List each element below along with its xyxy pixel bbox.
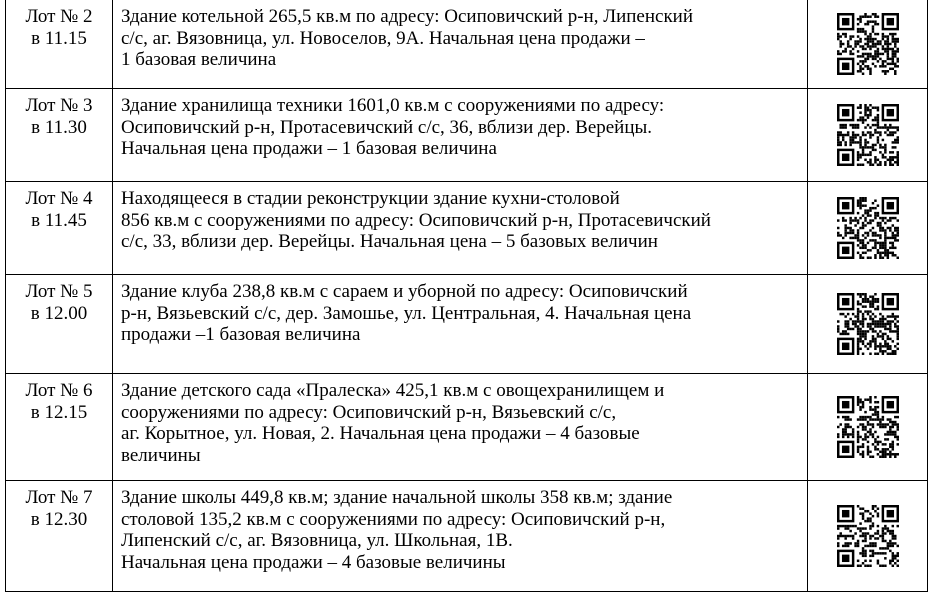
lot-description-cell <box>113 374 808 481</box>
lot-number-cell <box>6 0 113 89</box>
lot-time: в 11.30 <box>31 116 87 138</box>
qr-cell <box>808 89 928 182</box>
lot-description-cell <box>113 0 808 89</box>
lot-description-line: с/с, аг. Вязовница, ул. Новоселов, 9А. Начальная цена продажи – <box>121 27 645 49</box>
lot-number-cell <box>6 374 113 481</box>
qr-code-icon[interactable] <box>837 293 899 355</box>
lot-description-cell <box>113 89 808 182</box>
lot-description-line: Здание клуба 238,8 кв.м с сараем и уборной по адресу: Осиповичский <box>121 281 688 302</box>
lot-description-line: Находящееся в стадии реконструкции здание кухни-столовой <box>121 188 620 209</box>
lot-description-line: Осиповичский р-н, Протасевичский с/с, 36, вблизи дер. Верейцы. <box>121 116 653 138</box>
lot-time: в 12.30 <box>30 508 88 530</box>
lot-description-line: продажи –1 базовая величина <box>121 324 361 345</box>
lot-time: в 12.00 <box>30 302 88 324</box>
lot-number: Лот № 2 <box>25 6 93 27</box>
lot-number: Лот № 7 <box>25 487 93 508</box>
lot-description-line: величины <box>121 444 201 466</box>
lots-table-body <box>6 0 928 592</box>
lot-description-line: Здание детского сада «Пралеска» 425,1 кв.м с овощехранилищем и <box>121 380 665 401</box>
lot-number-cell <box>6 481 113 592</box>
lot-description-cell <box>113 182 808 275</box>
qr-cell <box>808 182 928 275</box>
lot-number: Лот № 4 <box>25 188 93 209</box>
qr-code-icon[interactable] <box>837 104 899 166</box>
qr-code-icon[interactable] <box>837 197 899 259</box>
lot-time: в 11.15 <box>31 27 87 49</box>
lot-row <box>6 89 928 182</box>
lot-row <box>6 182 928 275</box>
lot-number: Лот № 6 <box>25 380 93 401</box>
qr-cell <box>808 481 928 592</box>
qr-code-icon[interactable] <box>837 396 899 458</box>
lot-row <box>6 275 928 374</box>
lot-description-line: сооружениями по адресу: Осиповичский р-н, Вязьевский с/с, <box>121 401 617 423</box>
lot-description-cell <box>113 275 808 374</box>
lot-description-line: Начальная цена продажи – 4 базовые величины <box>121 551 506 573</box>
lot-description-line: аг. Корытное, ул. Новая, 2. Начальная цена продажи – 4 базовые <box>121 423 640 444</box>
qr-cell <box>808 275 928 374</box>
lot-number-cell <box>6 275 113 374</box>
lot-description-line: 1 базовая величина <box>121 49 277 70</box>
lot-description-cell <box>113 481 808 592</box>
lot-description-line: Начальная цена продажи – 1 базовая величина <box>121 138 497 159</box>
lot-description-line: с/с, 33, вблизи дер. Верейцы. Начальная цена – 5 базовых величин <box>121 231 658 252</box>
qr-code-icon[interactable] <box>837 505 899 567</box>
lot-row <box>6 0 928 89</box>
lot-description-line: Здание котельной 265,5 кв.м по адресу: Осиповичский р-н, Липенский <box>121 6 694 27</box>
lot-row <box>6 481 928 592</box>
lot-description-line: столовой 135,2 кв.м с сооружениями по адресу: Осиповичский р-н, <box>121 508 666 530</box>
qr-code-icon[interactable] <box>837 13 899 75</box>
lot-row <box>6 374 928 481</box>
lot-description-line: 856 кв.м с сооружениями по адресу: Осиповичский р-н, Протасевичский <box>121 209 711 231</box>
lot-time: в 12.15 <box>30 401 88 423</box>
lot-description-line: р-н, Вязьевский с/с, дер. Замошье, ул. Центральная, 4. Начальная цена <box>121 302 692 324</box>
lot-number-cell <box>6 89 113 182</box>
lot-time: в 11.45 <box>31 209 87 231</box>
qr-cell <box>808 0 928 89</box>
lots-table <box>5 0 928 592</box>
lot-number-cell <box>6 182 113 275</box>
qr-cell <box>808 374 928 481</box>
lot-description-line: Липенский с/с, аг. Вязовница, ул. Школьная, 1В. <box>121 530 513 551</box>
lot-description-line: Здание школы 449,8 кв.м; здание начальной школы 358 кв.м; здание <box>121 487 673 508</box>
lot-number: Лот № 5 <box>25 281 93 302</box>
lot-description-line: Здание хранилища техники 1601,0 кв.м с сооружениями по адресу: <box>121 95 665 116</box>
lot-number: Лот № 3 <box>25 95 93 116</box>
